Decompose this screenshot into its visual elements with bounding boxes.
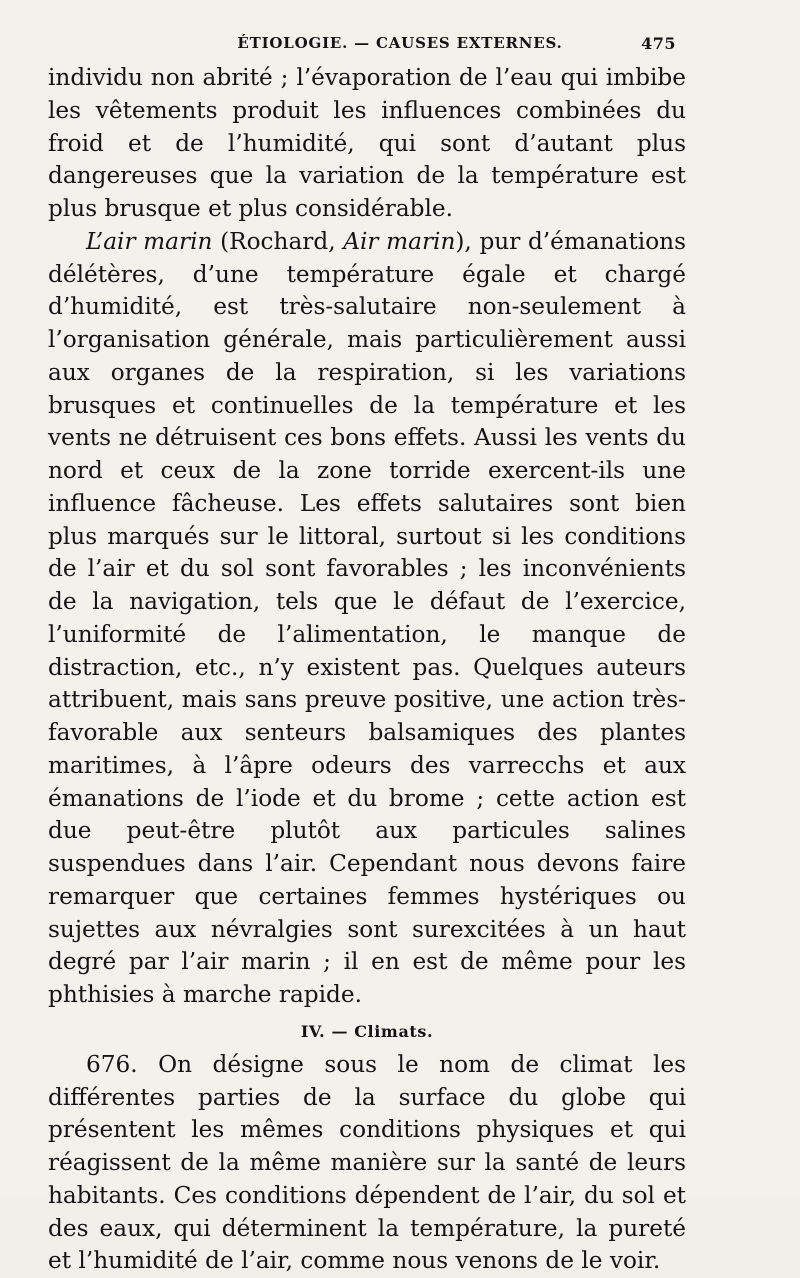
- body-text: [48, 62, 686, 1278]
- paragraph-text: ), pur d’émanations délétères, d’une température égale et chargé d’humidité, est très-salutaire non-seulement à l’organisation générale, mais particulièrement aussi aux organes de la respiration, si les variations brusques et continuelles de la température et les vents ne détruisent ces bons effets. Aussi les vents du nord et ceux de la zone torride exercent-ils une influence fâcheuse. Les effets salutaires sont bien plus marqués sur le littoral, surtout si les conditions de l’air et du sol sont favorables ; les inconvénients de la navigation, tels que le défaut de l’exercice, l’uniformité de l’alimentation, le manque de distraction, etc., n’y existent pas. Quelques auteurs attribuent, mais sans preuve positive, une action très-favorable aux senteurs balsamiques des plantes maritimes, à l’âpre odeurs des varrecchs et aux émanations de l’iode et du brome ; cette action est due peut-être plutôt aux particules salines suspendues dans l’air. Cependant nous devons faire remarquer que certaines femmes hystériques ou sujettes aux névralgies sont surexcitées à un haut degré par l’air marin ; il en est de même pour les phthisies à marche rapide.: [48, 227, 686, 1008]
- section-heading: IV. — Climats.: [300, 1021, 434, 1041]
- page-header: [0, 32, 800, 58]
- page-number: 475: [641, 34, 676, 53]
- paragraph-text: On désigne sous le nom de climat les différentes parties de la surface du globe qui présentent les mêmes conditions physiques et qui réagissent de la même manière sur la santé de leurs habitants. Ces conditions dépendent de l’air, du sol et des eaux, qui déterminent la température, la pureté et l’humidité de l’air, comme nous venons de le voir.: [48, 1050, 686, 1275]
- paragraph-text: (Rochard,: [212, 227, 344, 255]
- paragraph-number: 676.: [86, 1050, 138, 1078]
- running-head: ÉTIOLOGIE. — CAUSES EXTERNES.: [237, 34, 563, 52]
- italic-term-air-marin: L’air marin: [86, 227, 213, 255]
- paragraph-continuation: individu non abrité ; l’évaporation de l’eau qui imbibe les vêtements produit les influences combinées du froid et de l’humidité, qui sont d’autant plus dangereuses que la variation de la température est plus brusque et plus considérable.: [48, 64, 686, 222]
- italic-reference-title: Air marin: [343, 227, 456, 255]
- paragraph-air-marin: [48, 226, 686, 1012]
- paragraph-676: [48, 1049, 686, 1278]
